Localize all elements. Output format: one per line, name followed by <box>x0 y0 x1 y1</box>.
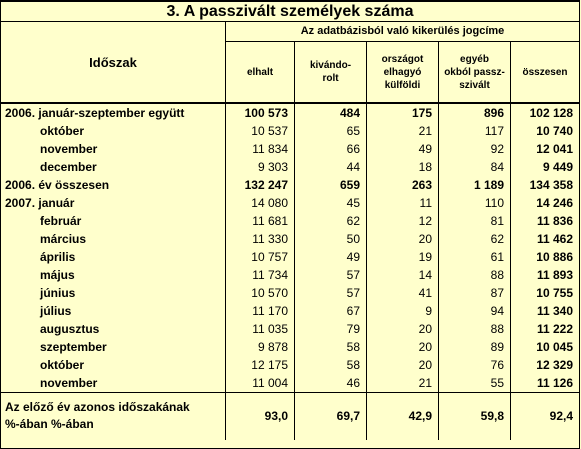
row-value: 50 <box>295 230 367 248</box>
row-value: 18 <box>367 158 439 176</box>
row-value: 10 740 <box>536 124 573 138</box>
header-col-text: külföldi <box>384 79 421 91</box>
row-value: 10 570 <box>226 284 295 302</box>
row-value: 12 329 <box>536 358 573 372</box>
header-col-text: országot <box>381 53 424 65</box>
row-value: 10 537 <box>226 122 295 140</box>
table-row <box>1 122 579 140</box>
row-value: 12 <box>367 212 439 230</box>
row-value: 55 <box>439 374 511 392</box>
row-value: 484 <box>295 104 367 122</box>
table-row <box>1 230 579 248</box>
row-value: 11 170 <box>226 302 295 320</box>
row-value: 20 <box>367 320 439 338</box>
comparison-value: 93,0 <box>226 393 295 440</box>
table-row <box>1 104 579 122</box>
row-value: 45 <box>295 194 367 212</box>
row-value: 134 358 <box>529 178 573 192</box>
row-value: 11 035 <box>226 320 295 338</box>
row-value: 10 755 <box>536 286 573 300</box>
table-row <box>1 248 579 266</box>
row-value: 20 <box>367 338 439 356</box>
row-value: 263 <box>367 176 439 194</box>
comparison-label <box>1 393 226 440</box>
row-value: 88 <box>439 266 511 284</box>
row-value: 11 834 <box>226 140 295 158</box>
header-col-text: rolt <box>322 73 339 84</box>
row-value: 14 246 <box>536 196 573 210</box>
row-label: szeptember <box>1 338 226 356</box>
row-value: 11 681 <box>226 212 295 230</box>
row-value: 11 734 <box>226 266 295 284</box>
row-label: május <box>1 266 226 284</box>
header-group: Az adatbázisból való kikerülés jogcíme <box>226 22 579 42</box>
row-value: 175 <box>367 104 439 122</box>
table-row <box>1 320 579 338</box>
row-label: 2007. január <box>1 194 226 212</box>
row-value: 11 836 <box>536 214 573 228</box>
row-value: 46 <box>295 374 367 392</box>
row-value: 9 <box>367 302 439 320</box>
row-label: október <box>1 122 226 140</box>
comparison-label-line: %-ában %-ában <box>5 417 94 431</box>
comparison-value: 59,8 <box>439 393 511 440</box>
row-value: 11 126 <box>536 376 573 390</box>
header-col-2 <box>295 42 367 104</box>
row-value: 67 <box>295 302 367 320</box>
row-value: 57 <box>295 284 367 302</box>
row-label: 2006. január-szeptember együtt <box>1 104 226 122</box>
row-value: 57 <box>295 266 367 284</box>
header-col-text: kivándo- <box>309 60 352 71</box>
row-value: 65 <box>295 122 367 140</box>
header-col-text: elhalt <box>246 66 274 78</box>
table-row <box>1 212 579 230</box>
table-body <box>1 104 579 440</box>
row-value: 49 <box>367 140 439 158</box>
row-value: 10 886 <box>536 250 573 264</box>
row-value: 10 045 <box>536 340 573 354</box>
header-col-text: okból passz- <box>444 66 505 78</box>
comparison-value: 92,4 <box>549 409 573 423</box>
row-label: február <box>1 212 226 230</box>
row-label: 2006. év összesen <box>1 176 226 194</box>
row-value: 1 189 <box>439 176 511 194</box>
row-value: 100 573 <box>226 104 295 122</box>
row-value: 76 <box>439 356 511 374</box>
row-value: 11 893 <box>536 268 573 282</box>
row-value: 21 <box>367 374 439 392</box>
table-header <box>1 22 579 104</box>
row-value: 896 <box>439 104 511 122</box>
header-col-3 <box>367 42 439 104</box>
table-row <box>1 284 579 302</box>
row-value: 44 <box>295 158 367 176</box>
row-label: október <box>1 356 226 374</box>
header-col-4 <box>439 42 511 104</box>
row-value: 21 <box>367 122 439 140</box>
table-row <box>1 176 579 194</box>
row-value: 79 <box>295 320 367 338</box>
table-row <box>1 302 579 320</box>
table-title: 3. A passzivált személyek száma <box>1 0 579 22</box>
table-row <box>1 356 579 374</box>
row-value: 92 <box>439 140 511 158</box>
row-value: 66 <box>295 140 367 158</box>
row-value: 81 <box>439 212 511 230</box>
row-value: 9 449 <box>542 160 573 174</box>
row-value: 11 <box>367 194 439 212</box>
row-value: 9 878 <box>226 338 295 356</box>
header-col-text: egyéb <box>460 53 489 65</box>
row-label: november <box>1 374 226 392</box>
table-row <box>1 194 579 212</box>
header-col-5 <box>511 42 579 104</box>
header-col-text: elhagyó <box>383 66 422 78</box>
row-value: 11 462 <box>536 232 573 246</box>
row-value: 12 041 <box>536 142 573 156</box>
row-value: 102 128 <box>529 106 573 120</box>
row-value: 20 <box>367 356 439 374</box>
row-value: 84 <box>439 158 511 176</box>
row-label: december <box>1 158 226 176</box>
row-value: 10 757 <box>226 248 295 266</box>
comparison-label-line: Az előző év azonos időszakának <box>5 400 190 414</box>
row-value: 58 <box>295 356 367 374</box>
header-col-text: szivált <box>459 79 490 91</box>
header-col-1 <box>226 42 295 104</box>
table-row <box>1 158 579 176</box>
row-label: augusztus <box>1 320 226 338</box>
row-value: 61 <box>439 248 511 266</box>
row-value: 14 080 <box>226 194 295 212</box>
row-value: 11 004 <box>226 374 295 392</box>
table-row <box>1 374 579 392</box>
row-value: 19 <box>367 248 439 266</box>
row-value: 117 <box>439 122 511 140</box>
row-value: 62 <box>439 230 511 248</box>
row-value: 58 <box>295 338 367 356</box>
row-value: 62 <box>295 212 367 230</box>
table-row <box>1 266 579 284</box>
row-value: 89 <box>439 338 511 356</box>
row-value: 87 <box>439 284 511 302</box>
row-label: április <box>1 248 226 266</box>
row-label: november <box>1 140 226 158</box>
row-value: 11 330 <box>226 230 295 248</box>
header-period: Időszak <box>1 22 226 104</box>
table-row <box>1 338 579 356</box>
row-value: 88 <box>439 320 511 338</box>
row-value: 14 <box>367 266 439 284</box>
row-value: 9 303 <box>226 158 295 176</box>
comparison-row <box>1 392 579 440</box>
row-value: 94 <box>439 302 511 320</box>
row-value: 132 247 <box>226 176 295 194</box>
row-value: 11 222 <box>536 322 573 336</box>
header-col-text: összesen <box>522 66 568 78</box>
comparison-value: 69,7 <box>295 393 367 440</box>
comparison-value: 42,9 <box>367 393 439 440</box>
row-value: 110 <box>439 194 511 212</box>
table-row <box>1 140 579 158</box>
row-label: március <box>1 230 226 248</box>
row-value: 20 <box>367 230 439 248</box>
row-value: 41 <box>367 284 439 302</box>
row-label: június <box>1 284 226 302</box>
row-value: 659 <box>295 176 367 194</box>
row-value: 12 175 <box>226 356 295 374</box>
row-value: 11 340 <box>536 304 573 318</box>
row-label: július <box>1 302 226 320</box>
row-value: 49 <box>295 248 367 266</box>
